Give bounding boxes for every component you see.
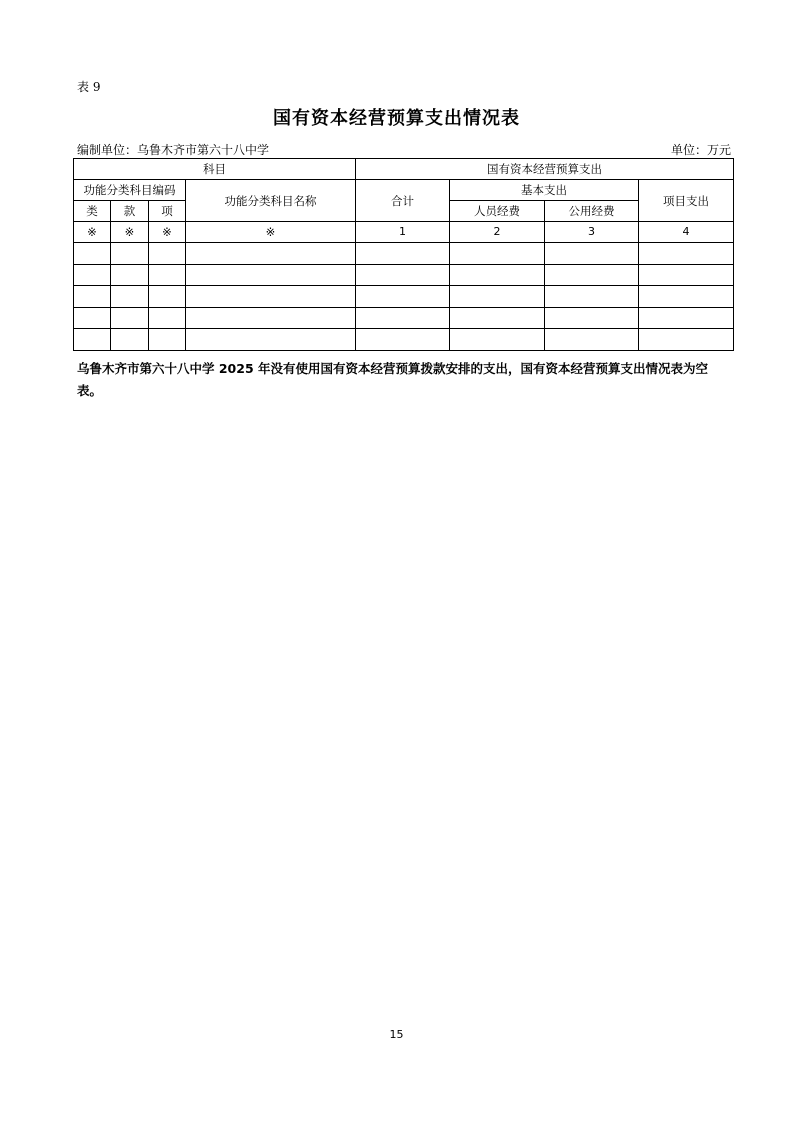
- marker-cell: ※: [74, 222, 111, 243]
- header-expenditure: 国有资本经营预算支出: [356, 159, 734, 180]
- table-row: [74, 264, 734, 286]
- table-row: [74, 243, 734, 265]
- table-row: [74, 307, 734, 329]
- header-total: 合计: [356, 180, 450, 222]
- header-code: 功能分类科目编码: [74, 180, 186, 201]
- marker-row: [74, 222, 734, 243]
- column-number: 2: [450, 222, 545, 243]
- header-personnel: 人员经费: [450, 201, 545, 222]
- table-row: [74, 286, 734, 308]
- expenditure-table: [73, 158, 734, 351]
- marker-cell: ※: [111, 222, 149, 243]
- header-subject: 科目: [74, 159, 356, 180]
- table-number: 表 9: [77, 80, 101, 94]
- header-class: 类: [74, 201, 111, 222]
- marker-cell: ※: [149, 222, 186, 243]
- compiling-unit: 编制单位：乌鲁木齐市第六十八中学: [77, 143, 270, 157]
- table-row: [74, 329, 734, 351]
- marker-cell: ※: [186, 222, 356, 243]
- header-section: 款: [111, 201, 149, 222]
- header-name: 功能分类科目名称: [186, 180, 356, 222]
- header-item: 项: [149, 201, 186, 222]
- column-number: 1: [356, 222, 450, 243]
- header-public: 公用经费: [545, 201, 639, 222]
- page-title: 国有资本经营预算支出情况表: [273, 108, 520, 129]
- column-number: 4: [639, 222, 734, 243]
- header-basic: 基本支出: [450, 180, 639, 201]
- currency-unit: 单位：万元: [670, 143, 731, 157]
- page-number: 15: [389, 1028, 404, 1041]
- column-number: 3: [545, 222, 639, 243]
- empty-table-note: 乌鲁木齐市第六十八中学 2025 年没有使用国有资本经营预算拨款安排的支出，国有资本经营预算支出情况表为空表。: [77, 361, 708, 398]
- header-project: 项目支出: [639, 180, 734, 222]
